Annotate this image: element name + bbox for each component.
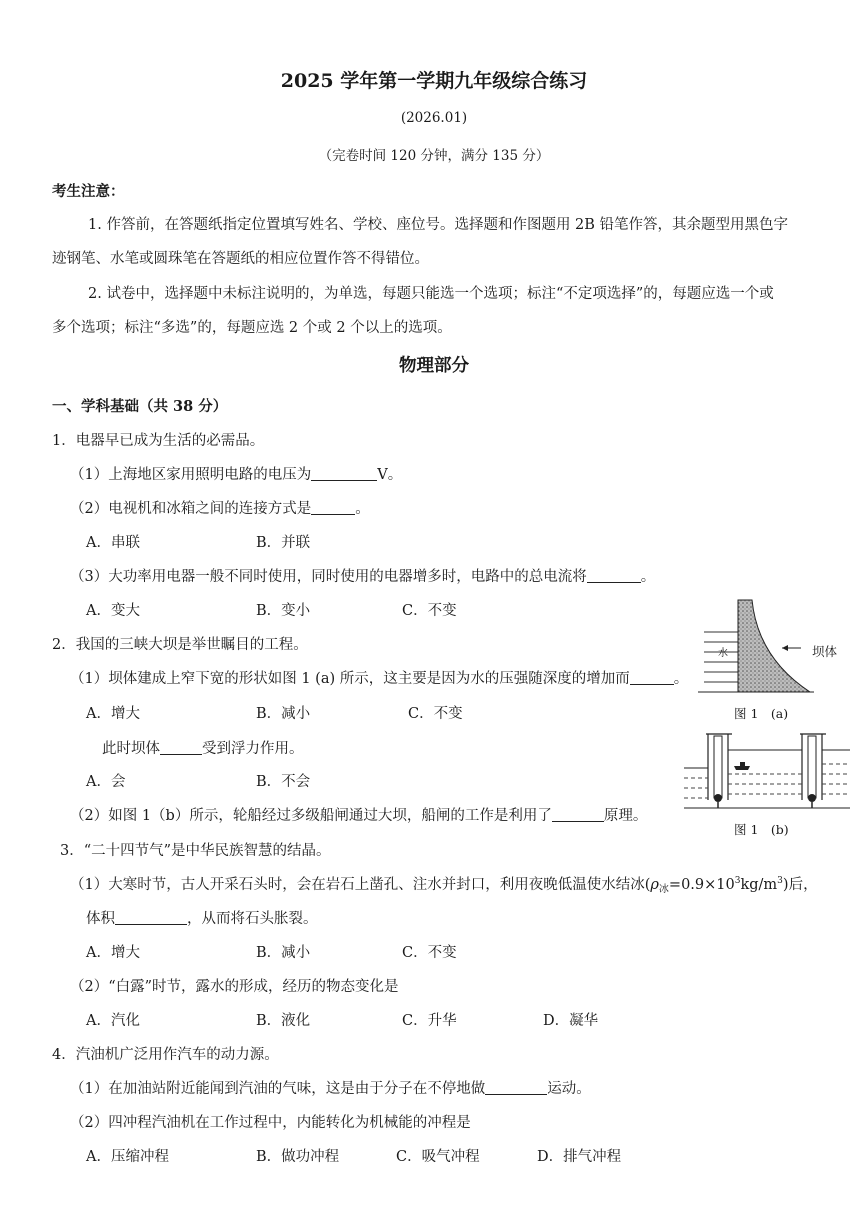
option: A．增大: [86, 706, 140, 722]
notice-line-1: 1. 作答前，在答题纸指定位置填写姓名、学校、座位号。选择题和作图题用 2B 铅笔作答，其余题型用黑色字: [88, 217, 789, 233]
exam-info: （完卷时间 120 分钟，满分 135 分）: [318, 148, 550, 164]
notice-line-2b: 多个选项；标注“多选”的，每题应选 2 个或 2 个以上的选项。: [52, 320, 452, 336]
question-2-part-2: （2）如图 1（b）所示，轮船经过多级船闸通过大坝，船闸的工作是利用了 原理。: [70, 808, 648, 824]
question-4-stem: 4．汽油机广泛用作汽车的动力源。: [52, 1047, 279, 1063]
option: C．不变: [402, 945, 457, 961]
answer-blank[interactable]: [587, 568, 641, 583]
part-title: 物理部分: [399, 356, 469, 376]
option: A．压缩冲程: [86, 1149, 169, 1165]
answer-blank[interactable]: [311, 500, 355, 515]
question-2-stem: 2．我国的三峡大坝是举世瞩目的工程。: [52, 637, 308, 653]
option: D．排气冲程: [537, 1149, 622, 1165]
option: C．不变: [402, 603, 457, 619]
question-4-part-2: （2）四冲程汽油机在工作过程中，内能转化为机械能的冲程是: [70, 1115, 471, 1131]
option: C．不变: [408, 706, 463, 722]
figure-1a-caption: 图 1 (a): [734, 706, 789, 721]
question-3-part-2: （2）“白露”时节，露水的形成，经历的物态变化是: [70, 979, 399, 995]
question-1-part-2: （2）电视机和冰箱之间的连接方式是 。: [70, 501, 370, 517]
option: A．增大: [86, 945, 140, 961]
option: C．升华: [402, 1013, 457, 1029]
question-3-stem: 3．“二十四节气”是中华民族智慧的结晶。: [60, 843, 331, 859]
option: B．液化: [256, 1013, 311, 1029]
notice-heading: 考生注意：: [52, 183, 125, 200]
notice-line-2: 2. 试卷中，选择题中未标注说明的，为单选，每题只能选一个选项；标注“不定项选择”的，每题应选一个或: [88, 286, 774, 302]
option: A．变大: [86, 603, 140, 619]
option: B．变小: [256, 603, 311, 619]
question-2-part-1-continued: 此时坝体 受到浮力作用。: [102, 741, 304, 757]
gate-left: [714, 736, 722, 798]
option: A．汽化: [86, 1013, 140, 1029]
question-1-part-1: （1）上海地区家用照明电路的电压为 V。: [70, 467, 403, 483]
option: A．会: [86, 774, 126, 790]
option: D．凝华: [543, 1013, 599, 1029]
section-title: 一、学科基础（共 38 分）: [52, 398, 228, 415]
option: A．串联: [86, 535, 140, 551]
ship-icon: [734, 762, 750, 770]
dam-label: 坝体: [812, 644, 838, 659]
question-1-stem: 1．电器早已成为生活的必需品。: [52, 433, 265, 449]
answer-blank[interactable]: [630, 670, 674, 685]
option: B．减小: [256, 945, 311, 961]
dam-body: [738, 600, 810, 692]
question-4-part-1: （1）在加油站附近能闻到汽油的气味，这是由于分子在不停地做 运动。: [70, 1081, 591, 1097]
question-3-part-1-continued: 体积 ，从而将石头胀裂。: [86, 911, 318, 927]
option: B．减小: [256, 706, 311, 722]
answer-blank[interactable]: [485, 1080, 547, 1095]
exam-title: 2025 学年第一学期九年级综合练习: [280, 70, 588, 92]
answer-blank[interactable]: [115, 910, 187, 925]
question-2-part-1: （1）坝体建成上窄下宽的形状如图 1 (a) 所示，这主要是因为水的压强随深度的增加而 。: [70, 671, 689, 687]
answer-blank[interactable]: [552, 807, 604, 822]
ship-lock-figure: [684, 728, 850, 810]
option: B．不会: [256, 774, 311, 790]
question-3-part-1: （1）大寒时节，古人开采石头时，会在岩石上凿孔、注水并封口，利用夜晚低温使水结冰$(\rho_冰=0.9\times 10^3kg/m^3)$后，: [70, 876, 818, 895]
gate-right: [808, 736, 816, 798]
answer-blank[interactable]: [311, 466, 377, 481]
option: C．吸气冲程: [396, 1149, 480, 1165]
option: B．并联: [256, 535, 311, 551]
option: B．做功冲程: [256, 1149, 340, 1165]
water-label: 水: [718, 648, 728, 659]
notice-line-1b: 迹钢笔、水笔或圆珠笔在答题纸的相应位置作答不得错位。: [52, 251, 429, 267]
answer-blank[interactable]: [160, 740, 202, 755]
figure-1b-caption: 图 1 (b): [734, 822, 789, 837]
question-1-part-3: （3）大功率用电器一般不同时使用，同时使用的电器增多时，电路中的总电流将 。: [70, 569, 656, 585]
exam-date: (2026.01): [400, 110, 468, 126]
